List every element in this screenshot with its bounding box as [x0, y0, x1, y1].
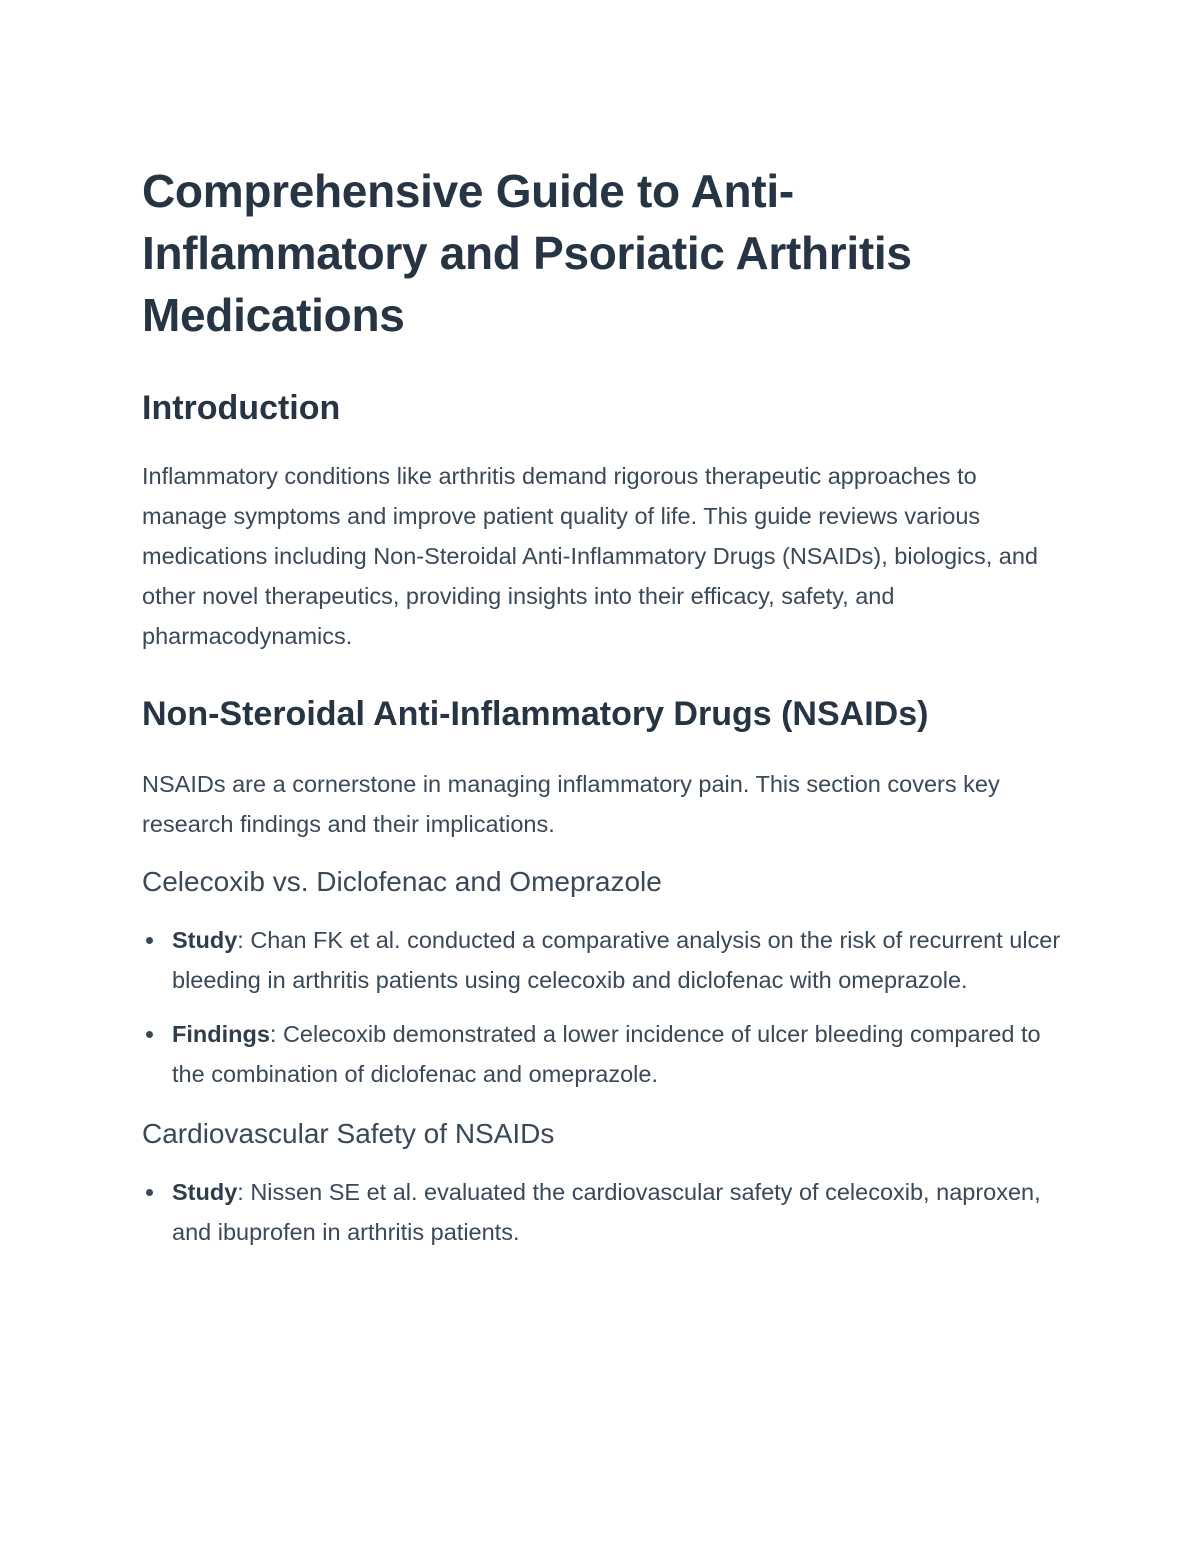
list-item [142, 920, 1062, 1000]
bullet-icon [146, 937, 153, 944]
list-item-text: : Celecoxib demonstrated a lower incidence of ulcer bleeding compared to the combination of diclofenac and omeprazole. [172, 1021, 1041, 1087]
celecoxib-subheading: Celecoxib vs. Diclofenac and Omeprazole [142, 866, 662, 897]
nsaids-paragraph: NSAIDs are a cornerstone in managing inflammatory pain. This section covers key research findings and their implications. [142, 771, 1000, 837]
page-title: Comprehensive Guide to Anti-Inflammatory and Psoriatic Arthritis Medications [142, 165, 912, 341]
list-item-label: Study [172, 927, 238, 953]
nsaids-heading: Non-Steroidal Anti-Inflammatory Drugs (NSAIDs) [142, 695, 929, 733]
list-item-text: : Nissen SE et al. evaluated the cardiovascular safety of celecoxib, naproxen, and ibuprofen in arthritis patients. [172, 1179, 1041, 1245]
cardiovascular-subheading: Cardiovascular Safety of NSAIDs [142, 1118, 555, 1149]
document-page [142, 160, 1062, 1252]
cardiovascular-list [142, 1172, 1062, 1252]
list-item-label: Findings [172, 1021, 270, 1047]
celecoxib-list [142, 920, 1062, 1094]
introduction-paragraph: Inflammatory conditions like arthritis demand rigorous therapeutic approaches to manage symptoms and improve patient quality of life. This guide reviews various medications including Non-Steroidal Anti-Inflammatory Drugs (NSAIDs), biologics, and other novel therapeutics, providing insights into their efficacy, safety, and pharmacodynamics. [142, 463, 1038, 649]
bullet-icon [146, 1189, 153, 1196]
bullet-icon [146, 1031, 153, 1038]
list-item-label: Study [172, 1179, 238, 1205]
list-item [142, 1014, 1062, 1094]
list-item [142, 1172, 1062, 1252]
introduction-heading: Introduction [142, 389, 341, 427]
list-item-text: : Chan FK et al. conducted a comparative analysis on the risk of recurrent ulcer bleeding in arthritis patients using celecoxib and diclofenac with omeprazole. [172, 927, 1061, 993]
